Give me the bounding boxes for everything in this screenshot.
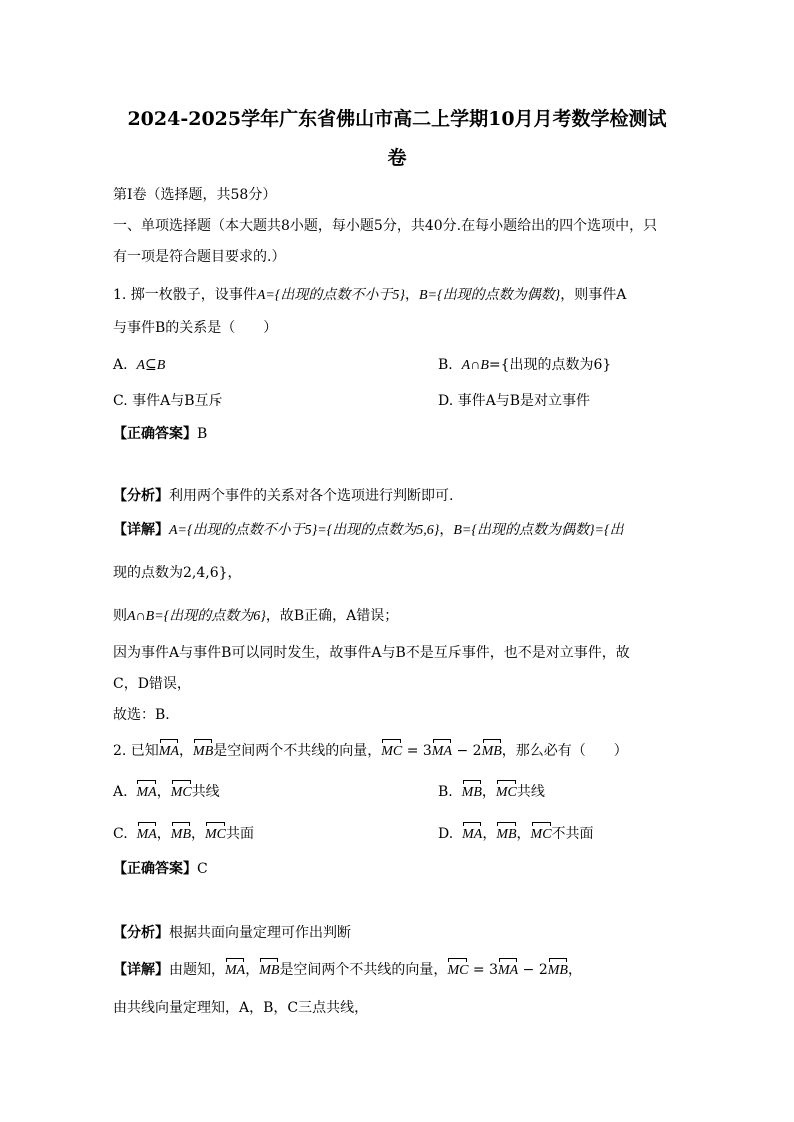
q2-analysis: 【分析】根据共面向量定理可作出判断 <box>113 925 351 941</box>
q1-option-a: A. A⊆B <box>113 357 166 373</box>
vector-ma: MA <box>159 742 179 762</box>
q2-detail-line-1: 【详解】由题知，MA，MB是空间两个不共线的向量，MC = 3MA − 2MB， <box>113 960 582 981</box>
q2-option-a: A. MA，MC共线 <box>113 782 220 803</box>
vector-ma: MA <box>432 742 452 762</box>
vector-mb: MB <box>193 742 213 762</box>
q1-detail-line-4: 因为事件A与事件B可以同时发生，故事件A与B不是互斥事件，也不是对立事件，故 <box>113 645 630 661</box>
q1-detail-line-1: 【详解】A={出现的点数不小于5}={出现的点数为5,6}，B={出现的点数为偶数}={出 <box>113 522 624 538</box>
q1-option-c: C. 事件A与B互斥 <box>113 393 223 409</box>
q2-option-d: D. MA，MB，MC不共面 <box>438 824 594 845</box>
section-intro-1: 一、单项选择题（本大题共8小题，每小题5分，共40分.在每小题给出的四个选项中，只 <box>113 218 658 234</box>
q1-stem-line-2: 与事件B的关系是（ ） <box>113 320 278 336</box>
title-line-1: 2024-2025学年广东省佛山市高二上学期10月月考数学检测试 <box>127 108 667 130</box>
q2-detail-line-2: 由共线向量定理知，A，B，C三点共线， <box>113 1000 369 1016</box>
q1-detail-line-6: 故选：B. <box>113 707 170 723</box>
title-line-2: 卷 <box>387 147 407 169</box>
q1-set-a: A={出现的点数不小于5} <box>256 288 406 303</box>
q1-set-b: B={出现的点数为偶数} <box>419 288 561 303</box>
q1-detail-line-2: 现的点数为2,4,6}， <box>113 565 242 581</box>
q1-analysis: 【分析】利用两个事件的关系对各个选项进行判断即可. <box>113 488 454 504</box>
q1-detail-line-5: C，D错误， <box>113 676 191 692</box>
q1-answer: 【正确答案】B <box>113 426 208 442</box>
vector-mc: MC <box>381 742 402 762</box>
vector-mb: MB <box>482 742 502 762</box>
q2-stem: 2. 已知MA，MB是空间两个不共线的向量，MC = 3MA − 2MB，那么必有（ ） <box>113 741 628 762</box>
part-heading: 第I卷（选择题，共58分） <box>113 187 277 203</box>
q1-stem-line-1: 1. 掷一枚骰子，设事件A={出现的点数不小于5}，B={出现的点数为偶数}，则事件A <box>113 287 627 303</box>
q1-option-b: B. A∩B={出现的点数为6} <box>438 357 612 373</box>
section-intro-2: 有一项是符合题目要求的.） <box>113 249 286 265</box>
q2-option-c: C. MA，MB，MC共面 <box>113 824 254 845</box>
q1-option-d: D. 事件A与B是对立事件 <box>438 393 591 409</box>
q2-answer: 【正确答案】C <box>113 861 208 877</box>
q1-detail-line-3: 则A∩B={出现的点数为6}，故B正确，A错误； <box>113 608 399 624</box>
q2-option-b: B. MB，MC共线 <box>438 782 545 803</box>
